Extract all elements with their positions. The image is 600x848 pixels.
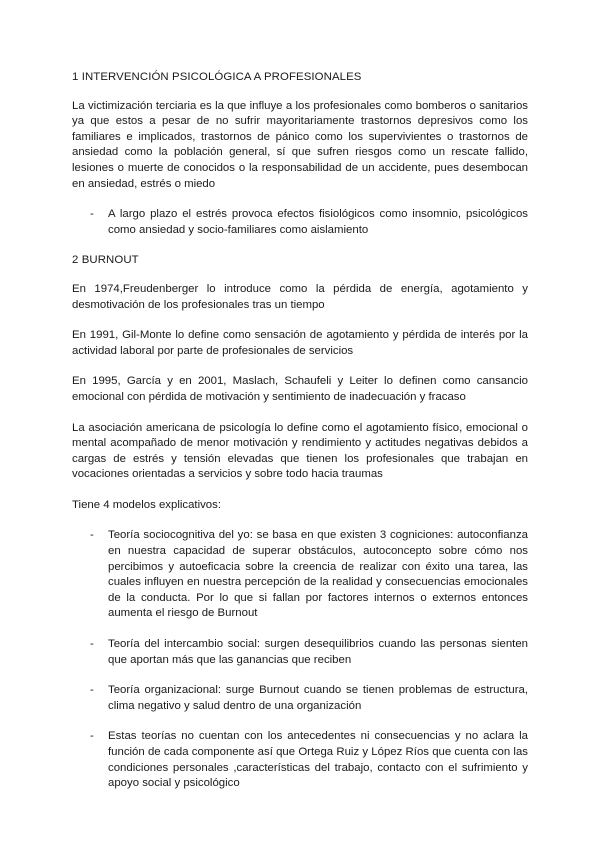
dash-marker: - xyxy=(90,529,94,542)
list-item-text: Estas teorías no cuentan con los antecedentes ni consecuencias y no aclara la función de cada componente así que Ortega Ruiz y López Ríos que cuenta con las condiciones personales ,características del trabajo, contacto con el sufrimiento y apoyo social y psicológico xyxy=(108,730,528,790)
paragraph-asociacion: La asociación americana de psicología lo define como el agotamiento físico, emocional o mental acompañado de menor motivación y rendimiento y actitudes negativas debidos a cargas de estrés y tensión elevadas que tienen los profesionales que trabajan en vocaciones orientadas a servicios y sobre todo hacia traumas xyxy=(72,421,528,481)
list-item-text: Teoría sociocognitiva del yo: se basa en que existen 3 cogniciones: autoconfianza en nuestra capacidad de superar obstáculos, autoconcepto sobre cómo nos percibimos y autoeficacia sobre la creencia de realizar con éxito una tarea, las cuales influyen en nuestra percepción de la realidad y consecuencias emocionales de la conducta. Por lo que si fallan por factores internos o externos entonces aumenta el riesgo de Burnout xyxy=(108,529,528,620)
list-item xyxy=(72,683,528,714)
paragraph-1974: En 1974,Freudenberger lo introduce como la pérdida de energía, agotamiento y desmotivación de los profesionales tras un tiempo xyxy=(72,282,528,311)
section-heading-burnout: 2 BURNOUT xyxy=(72,254,139,267)
list-item xyxy=(72,729,528,791)
list-item xyxy=(72,207,528,238)
bullet-list-estres xyxy=(72,207,528,238)
paragraph-1991: En 1991, Gil-Monte lo define como sensación de agotamiento y pérdida de interés por la actividad laboral por parte de profesionales de servicios xyxy=(72,329,528,357)
models-intro: Tiene 4 modelos explicativos: xyxy=(72,498,221,511)
dash-marker: - xyxy=(90,208,94,221)
section-heading-intervencion: 1 INTERVENCIÓN PSICOLÓGICA A PROFESIONALES xyxy=(72,71,362,83)
list-item-text: Teoría organizacional: surge Burnout cuando se tienen problemas de estructura, clima negativo y salud dentro de una organización xyxy=(108,684,528,712)
paragraph-1995: En 1995, García y en 2001, Maslach, Schaufeli y Leiter lo definen como cansancio emocional con pérdida de motivación y sentimiento de inadecuación y fracaso xyxy=(72,375,528,403)
dash-marker: - xyxy=(90,684,94,697)
list-item xyxy=(72,528,528,622)
paragraph-victimizacion: La victimización terciaria es la que influye a los profesionales como bomberos o sanitarios ya que estos a pesar de no sufrir mayoritariamente trastornos depresivos como los familiares e implicados, trastornos de pánico como los supervivientes o trastornos de ansiedad como la población general, sí que sufren riesgos como un rescate fallido, lesiones o muerte de conocidos o la responsabilidad de un accidente, pues desembocan en ansiedad, estrés o miedo xyxy=(72,99,528,190)
list-item xyxy=(72,637,528,668)
dash-marker: - xyxy=(90,638,94,651)
models-list xyxy=(72,528,528,791)
list-item-text: Teoría del intercambio social: surgen desequilibrios cuando las personas sienten que aportan más que las ganancias que reciben xyxy=(108,638,528,666)
dash-marker: - xyxy=(90,730,94,743)
list-item-text: A largo plazo el estrés provoca efectos fisiológicos como insomnio, psicológicos como ansiedad y socio-familiares como aislamiento xyxy=(108,208,528,236)
